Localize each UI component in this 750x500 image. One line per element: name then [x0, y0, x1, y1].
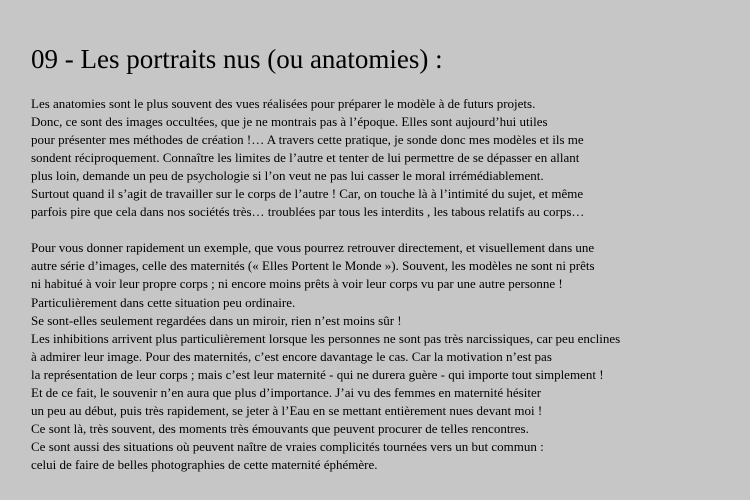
- text-line: plus loin, demande un peu de psychologie si l’on veut ne pas lui casser le moral irrémédiablement.: [31, 168, 544, 184]
- text-line: Pour vous donner rapidement un exemple, que vous pourrez retrouver directement, et visuellement dans une: [31, 240, 595, 256]
- article-body: [31, 95, 743, 474]
- text-line: la représentation de leur corps ; mais c’est leur maternité - qui ne durera guère - qui importe tout simplement !: [31, 366, 604, 382]
- text-line: pour présenter mes méthodes de création !… A travers cette pratique, je sonde donc mes modèles et ils me: [31, 132, 584, 148]
- text-line: ni habitué à voir leur propre corps ; ni encore moins prêts à voir leur corps vu par une autre personne !: [31, 276, 563, 292]
- text-line: à admirer leur image. Pour des maternités, c’est encore davantage le cas. Car la motivation n’est pas: [31, 348, 552, 364]
- text-line: un peu au début, puis très rapidement, se jeter à l’Eau en se mettant entièrement nues devant moi !: [31, 402, 543, 418]
- text-line: Se sont-elles seulement regardées dans un miroir, rien n’est moins sûr !: [31, 312, 402, 328]
- paragraph-spacer: [31, 221, 743, 239]
- paragraph: [31, 239, 743, 474]
- text-line: Et de ce fait, le souvenir n’en aura que plus d’importance. J’ai vu des femmes en maternité hésiter: [31, 384, 542, 400]
- text-line: Surtout quand il s’agit de travailler sur le corps de l’autre ! Car, on touche là à l’intimité du sujet, et même: [31, 186, 584, 202]
- text-line: Ce sont là, très souvent, des moments très émouvants que peuvent procurer de telles rencontres.: [31, 420, 529, 436]
- text-line: Les anatomies sont le plus souvent des vues réalisées pour préparer le modèle à de futurs projets.: [31, 96, 536, 111]
- text-line: autre série d’images, celle des maternités (« Elles Portent le Monde »). Souvent, les modèles ne sont ni prêts: [31, 258, 595, 274]
- paragraph: [31, 95, 743, 221]
- text-line: Particulièrement dans cette situation peu ordinaire.: [31, 294, 296, 310]
- text-line: sondent réciproquement. Connaître les limites de l’autre et tenter de lui permettre de se dépasser en allant: [31, 150, 580, 166]
- text-line: Les inhibitions arrivent plus particulièrement lorsque les personnes ne sont pas très narcissiques, car peu enclines: [31, 330, 621, 346]
- text-line: celui de faire de belles photographies de cette maternité éphémère.: [31, 456, 378, 472]
- text-line: Ce sont aussi des situations où peuvent naître de vraies complicités tournées vers un but commun :: [31, 438, 544, 454]
- text-line: Donc, ce sont des images occultées, que je ne montrais pas à l’époque. Elles sont aujourd’hui utiles: [31, 114, 548, 130]
- page-title: 09 - Les portraits nus (ou anatomies) :: [31, 44, 443, 74]
- text-line: parfois pire que cela dans nos sociétés très… troublées par tous les interdits , les tabous relatifs au corps…: [31, 204, 585, 220]
